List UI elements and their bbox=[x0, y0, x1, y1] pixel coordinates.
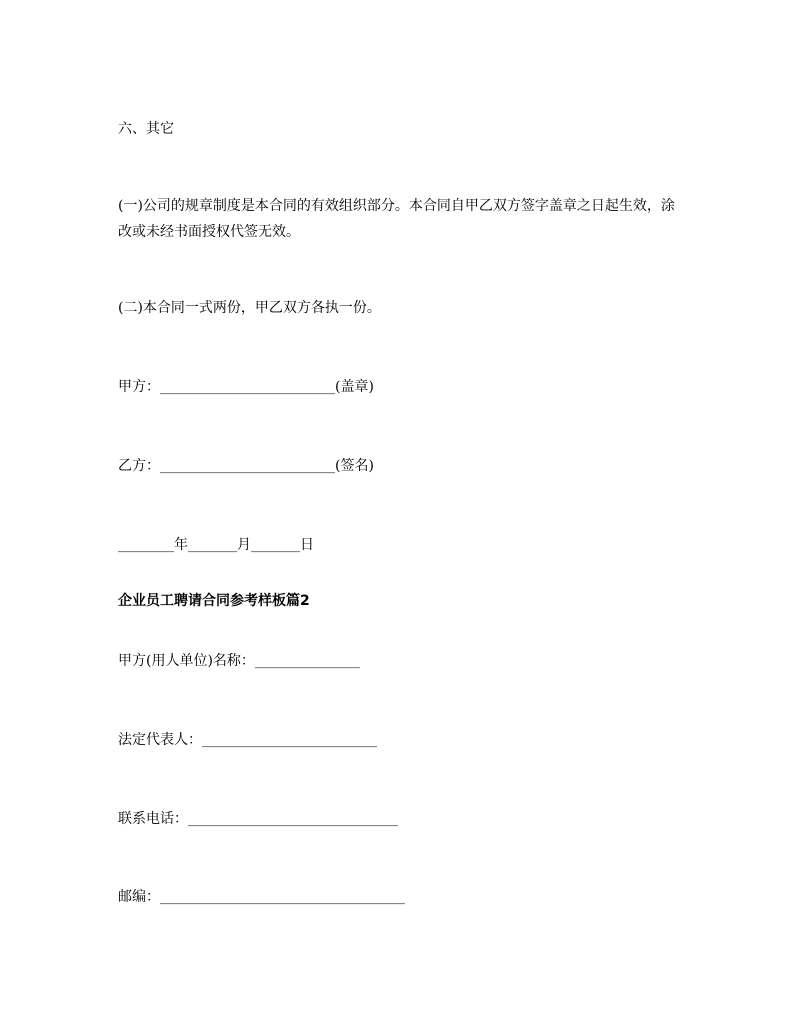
phone-field: 联系电话：______________________________ bbox=[118, 811, 398, 827]
legal-representative-field: 法定代表人：_________________________ bbox=[118, 732, 377, 748]
section-heading: 六、其它 bbox=[118, 121, 174, 137]
clause-2: (二)本合同一式两份，甲乙双方各执一份。 bbox=[118, 300, 381, 316]
employer-name-field: 甲方(用人单位)名称：_______________ bbox=[118, 653, 360, 669]
party-b-signature-line: 乙方：_________________________(签名) bbox=[118, 458, 374, 474]
party-a-signature-line: 甲方：_________________________(盖章) bbox=[118, 379, 374, 395]
date-line: ________年_______月_______日 bbox=[118, 537, 314, 553]
contract-2-title: 企业员工聘请合同参考样板篇2 bbox=[118, 593, 310, 609]
clause-1: (一)公司的规章制度是本合同的有效组织部分。本合同自甲乙双方签字盖章之日起生效，涂改或未经书面授权代签无效。 bbox=[118, 198, 675, 240]
postcode-field: 邮编：___________________________________ bbox=[118, 889, 405, 905]
